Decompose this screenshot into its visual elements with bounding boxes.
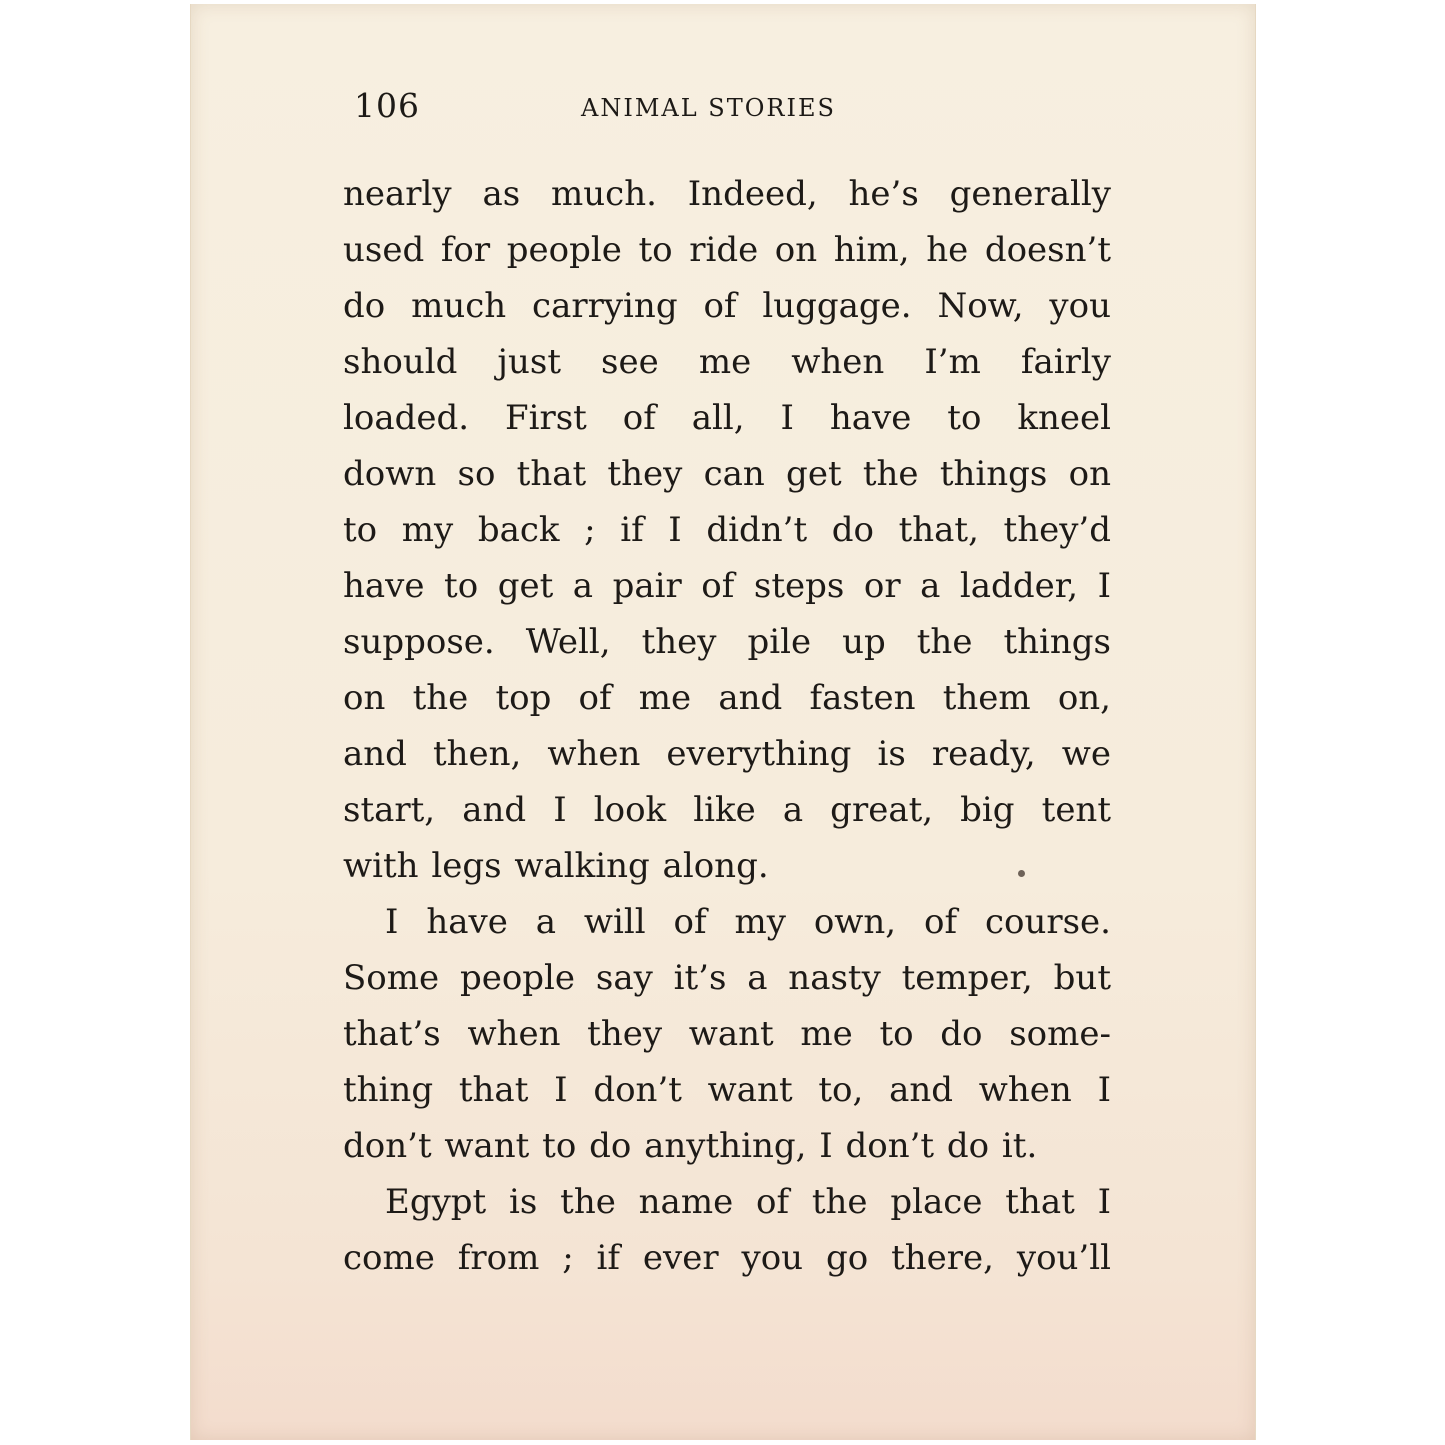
- text-line: with legs walking along.: [343, 846, 769, 886]
- text-line: to my back ; if I didn’t do that, they’d: [343, 510, 1111, 550]
- text-line: come from ; if ever you go there, you’ll: [343, 1238, 1111, 1278]
- text-line: Some people say it’s a nasty temper, but: [343, 958, 1111, 998]
- text-line: I have a will of my own, of course.: [385, 902, 1111, 942]
- running-head: [191, 86, 1255, 130]
- text-line: on the top of me and fasten them on,: [343, 678, 1111, 718]
- text-line: don’t want to do anything, I don’t do it.: [343, 1126, 1038, 1166]
- running-title: ANIMAL STORIES: [581, 94, 836, 122]
- text-line: used for people to ride on him, he doesn’t: [343, 230, 1111, 270]
- text-line: nearly as much. Indeed, he’s generally: [343, 174, 1111, 214]
- text-line: Egypt is the name of the place that I: [385, 1182, 1111, 1222]
- text-line: down so that they can get the things on: [343, 454, 1111, 494]
- paper-speck: [1018, 870, 1025, 877]
- text-line: do much carrying of luggage. Now, you: [343, 286, 1111, 326]
- page-number: 106: [354, 86, 420, 125]
- text-line: loaded. First of all, I have to kneel: [343, 398, 1111, 438]
- book-page: [190, 4, 1256, 1440]
- text-line: should just see me when I’m fairly: [343, 342, 1111, 382]
- text-line: start, and I look like a great, big tent: [343, 790, 1111, 830]
- text-line: that’s when they want me to do some-: [343, 1014, 1111, 1054]
- text-line: and then, when everything is ready, we: [343, 734, 1111, 774]
- text-line: suppose. Well, they pile up the things: [343, 622, 1111, 662]
- text-line: have to get a pair of steps or a ladder, I: [343, 566, 1111, 606]
- body-text: [343, 166, 1111, 1286]
- text-line: thing that I don’t want to, and when I: [343, 1070, 1111, 1110]
